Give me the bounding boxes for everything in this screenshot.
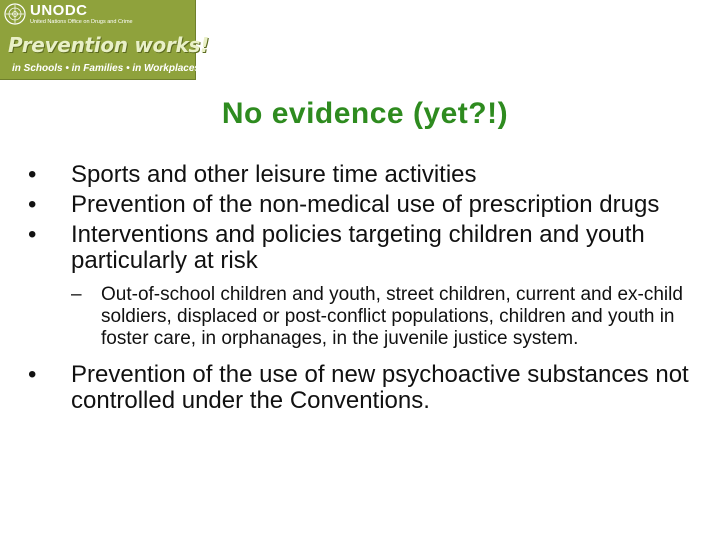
slide-content — [26, 162, 706, 418]
bullet-symbol: • — [28, 221, 37, 248]
logo-name: UNODC — [30, 2, 88, 19]
dash-symbol: – — [71, 284, 82, 305]
banner-title: Prevention works! — [8, 33, 209, 57]
bullet-item — [26, 162, 706, 188]
bullet-item — [26, 222, 706, 274]
bullet-text: Prevention of the use of new psychoactive substances not controlled under the Conventions. — [71, 361, 689, 414]
bullet-symbol: • — [28, 161, 37, 188]
logo-subtitle: United Nations Office on Drugs and Crime — [30, 19, 133, 25]
bullet-text: Prevention of the non-medical use of prescription drugs — [71, 191, 660, 218]
slide-title: No evidence (yet?!) — [221, 97, 509, 130]
header-banner — [0, 0, 209, 80]
unodc-logo — [4, 3, 133, 26]
banner-subtitle: in Schools • in Families • in Workplaces — [12, 63, 200, 74]
bullet-text: Sports and other leisure time activities — [71, 161, 477, 188]
bullet-item — [26, 192, 706, 218]
bullet-symbol: • — [28, 361, 37, 388]
un-emblem-icon — [4, 3, 26, 25]
bullet-symbol: • — [28, 191, 37, 218]
bullet-text: Interventions and policies targeting children and youth particularly at risk — [71, 221, 645, 274]
sub-bullet-text: Out-of-school children and youth, street children, current and ex-child soldiers, displaced or post-conflict populations, children and youth in foster care, in orphanages, in the juvenile justice system. — [101, 284, 683, 349]
sub-bullet-item — [26, 284, 706, 350]
bullet-item — [26, 362, 706, 414]
